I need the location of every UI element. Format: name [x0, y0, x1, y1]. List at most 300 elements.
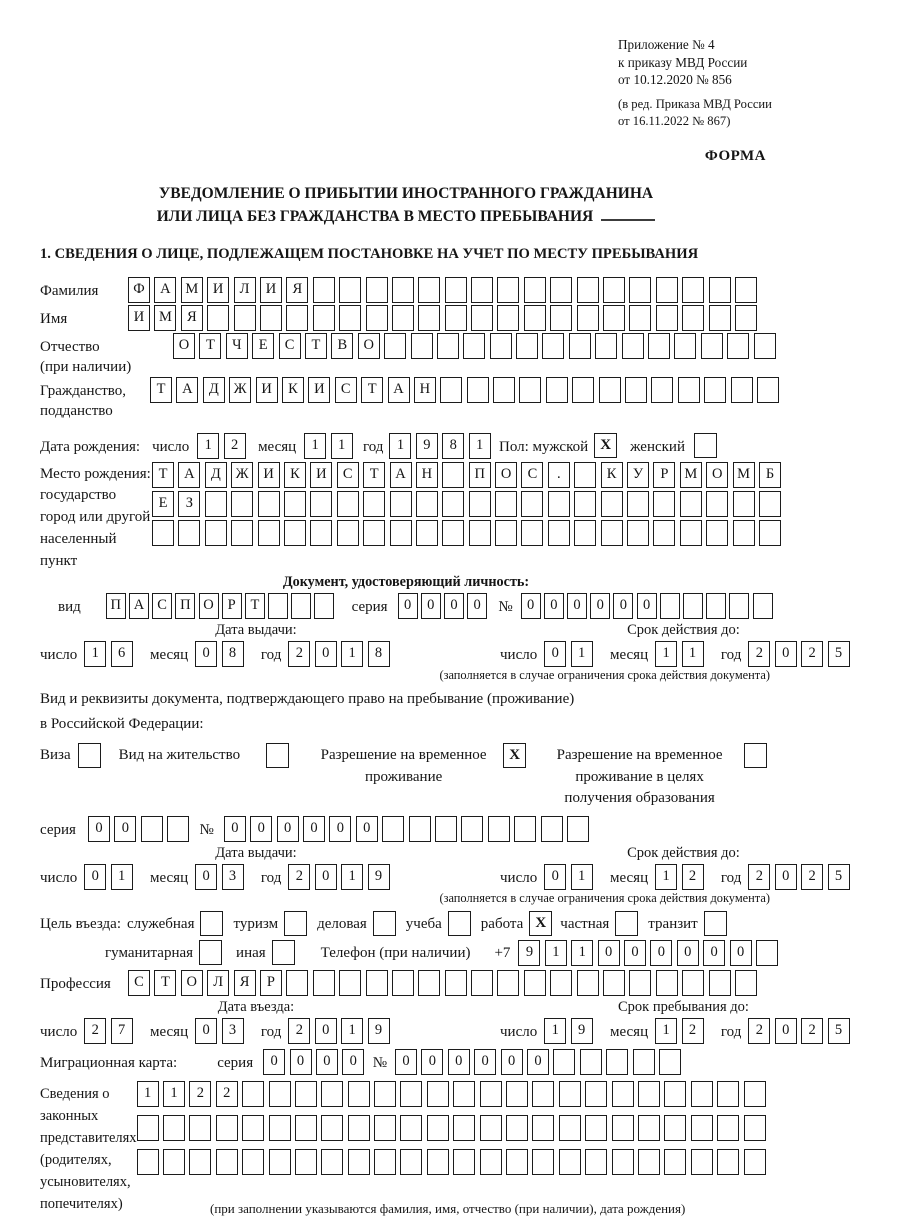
char-cell[interactable]: 1	[137, 1081, 159, 1107]
char-cell[interactable]: 1	[469, 433, 491, 459]
char-cell[interactable]: 2	[682, 1018, 704, 1044]
char-cell[interactable]	[467, 377, 489, 403]
char-cell[interactable]: У	[627, 462, 649, 488]
char-cell[interactable]	[416, 520, 438, 546]
char-cell[interactable]: 0	[613, 593, 633, 619]
char-cell[interactable]: 0	[303, 816, 325, 842]
char-cell[interactable]	[629, 305, 651, 331]
char-cell[interactable]: 0	[356, 816, 378, 842]
residence-permit-checkbox[interactable]	[266, 743, 289, 768]
char-cell[interactable]	[550, 305, 572, 331]
char-cell[interactable]	[651, 377, 673, 403]
char-cell[interactable]	[310, 491, 332, 517]
char-cell[interactable]	[216, 1149, 238, 1175]
char-cell[interactable]	[759, 491, 781, 517]
residence-valid-year-input[interactable]	[748, 864, 854, 890]
char-cell[interactable]: А	[176, 377, 198, 403]
char-cell[interactable]: 0	[527, 1049, 549, 1075]
char-cell[interactable]: 8	[368, 641, 390, 667]
char-cell[interactable]	[242, 1149, 264, 1175]
char-cell[interactable]: 1	[544, 1018, 566, 1044]
char-cell[interactable]	[216, 1115, 238, 1141]
char-cell[interactable]: Т	[305, 333, 327, 359]
char-cell[interactable]: 1	[655, 1018, 677, 1044]
char-cell[interactable]: О	[199, 593, 219, 619]
char-cell[interactable]	[453, 1081, 475, 1107]
char-cell[interactable]	[141, 816, 163, 842]
char-cell[interactable]: Ж	[231, 462, 253, 488]
char-cell[interactable]	[269, 1115, 291, 1141]
char-cell[interactable]	[205, 491, 227, 517]
char-cell[interactable]	[577, 305, 599, 331]
char-cell[interactable]: С	[279, 333, 301, 359]
char-cell[interactable]: О	[173, 333, 195, 359]
char-cell[interactable]	[453, 1149, 475, 1175]
char-cell[interactable]: К	[282, 377, 304, 403]
char-cell[interactable]	[680, 491, 702, 517]
char-cell[interactable]: 2	[288, 864, 310, 890]
patronymic-input[interactable]	[173, 333, 780, 359]
char-cell[interactable]	[497, 277, 519, 303]
char-cell[interactable]: 2	[748, 641, 770, 667]
char-cell[interactable]: Т	[361, 377, 383, 403]
char-cell[interactable]: 2	[748, 864, 770, 890]
char-cell[interactable]: 9	[368, 864, 390, 890]
char-cell[interactable]	[189, 1115, 211, 1141]
char-cell[interactable]: Т	[245, 593, 265, 619]
char-cell[interactable]: О	[706, 462, 728, 488]
char-cell[interactable]	[480, 1115, 502, 1141]
stay-day-input[interactable]	[544, 1018, 597, 1044]
residence-number-input[interactable]	[224, 816, 593, 842]
char-cell[interactable]	[366, 305, 388, 331]
temp-residence-edu-checkbox[interactable]	[744, 743, 767, 768]
char-cell[interactable]: 0	[501, 1049, 523, 1075]
char-cell[interactable]	[625, 377, 647, 403]
temp-residence-checkbox[interactable]: X	[503, 743, 526, 768]
migration-series-input[interactable]	[263, 1049, 369, 1075]
entry-day-input[interactable]	[84, 1018, 137, 1044]
char-cell[interactable]: И	[258, 462, 280, 488]
char-cell[interactable]	[691, 1149, 713, 1175]
char-cell[interactable]	[445, 970, 467, 996]
char-cell[interactable]	[516, 333, 538, 359]
char-cell[interactable]: 1	[84, 641, 106, 667]
char-cell[interactable]	[178, 520, 200, 546]
char-cell[interactable]	[585, 1115, 607, 1141]
char-cell[interactable]	[706, 520, 728, 546]
char-cell[interactable]	[463, 333, 485, 359]
char-cell[interactable]	[514, 816, 536, 842]
identity-valid-month-input[interactable]	[655, 641, 708, 667]
char-cell[interactable]: 0	[315, 864, 337, 890]
char-cell[interactable]	[268, 593, 288, 619]
char-cell[interactable]: 1	[163, 1081, 185, 1107]
char-cell[interactable]	[709, 305, 731, 331]
char-cell[interactable]	[553, 1049, 575, 1075]
char-cell[interactable]	[682, 970, 704, 996]
char-cell[interactable]	[682, 277, 704, 303]
char-cell[interactable]: О	[181, 970, 203, 996]
char-cell[interactable]	[295, 1081, 317, 1107]
char-cell[interactable]: 0	[250, 816, 272, 842]
char-cell[interactable]: 9	[518, 940, 540, 966]
char-cell[interactable]	[348, 1081, 370, 1107]
char-cell[interactable]	[442, 520, 464, 546]
char-cell[interactable]	[418, 305, 440, 331]
legal-reps-input-row1[interactable]	[137, 1081, 770, 1107]
char-cell[interactable]: 0	[590, 593, 610, 619]
char-cell[interactable]	[189, 1149, 211, 1175]
purpose-business-checkbox[interactable]	[373, 911, 396, 936]
char-cell[interactable]	[427, 1115, 449, 1141]
char-cell[interactable]: И	[256, 377, 278, 403]
purpose-official-checkbox[interactable]	[200, 911, 223, 936]
char-cell[interactable]	[569, 333, 591, 359]
char-cell[interactable]	[656, 305, 678, 331]
char-cell[interactable]	[321, 1081, 343, 1107]
char-cell[interactable]	[629, 970, 651, 996]
char-cell[interactable]	[384, 333, 406, 359]
char-cell[interactable]: 7	[111, 1018, 133, 1044]
char-cell[interactable]	[374, 1081, 396, 1107]
char-cell[interactable]	[418, 970, 440, 996]
char-cell[interactable]	[442, 462, 464, 488]
char-cell[interactable]	[461, 816, 483, 842]
char-cell[interactable]: 0	[474, 1049, 496, 1075]
char-cell[interactable]	[207, 305, 229, 331]
purpose-study-checkbox[interactable]	[448, 911, 471, 936]
birth-place-input-row3[interactable]	[152, 520, 785, 546]
char-cell[interactable]	[574, 491, 596, 517]
char-cell[interactable]	[683, 593, 703, 619]
char-cell[interactable]: В	[331, 333, 353, 359]
char-cell[interactable]	[633, 1049, 655, 1075]
char-cell[interactable]: 9	[416, 433, 438, 459]
char-cell[interactable]	[612, 1081, 634, 1107]
char-cell[interactable]	[374, 1115, 396, 1141]
residence-issue-year-input[interactable]	[288, 864, 394, 890]
char-cell[interactable]	[521, 491, 543, 517]
char-cell[interactable]: Е	[252, 333, 274, 359]
char-cell[interactable]	[638, 1149, 660, 1175]
char-cell[interactable]	[163, 1115, 185, 1141]
char-cell[interactable]: 1	[341, 864, 363, 890]
female-checkbox[interactable]	[694, 433, 717, 458]
char-cell[interactable]	[648, 333, 670, 359]
char-cell[interactable]: 0	[342, 1049, 364, 1075]
char-cell[interactable]	[445, 305, 467, 331]
char-cell[interactable]	[606, 1049, 628, 1075]
char-cell[interactable]	[656, 277, 678, 303]
char-cell[interactable]: 2	[84, 1018, 106, 1044]
char-cell[interactable]: 0	[567, 593, 587, 619]
char-cell[interactable]: 0	[398, 593, 418, 619]
char-cell[interactable]	[471, 305, 493, 331]
char-cell[interactable]	[744, 1149, 766, 1175]
char-cell[interactable]	[603, 970, 625, 996]
char-cell[interactable]	[286, 970, 308, 996]
char-cell[interactable]	[242, 1081, 264, 1107]
entry-year-input[interactable]	[288, 1018, 394, 1044]
char-cell[interactable]: 0	[677, 940, 699, 966]
char-cell[interactable]	[416, 491, 438, 517]
char-cell[interactable]: 1	[655, 641, 677, 667]
char-cell[interactable]	[339, 970, 361, 996]
char-cell[interactable]	[550, 970, 572, 996]
char-cell[interactable]	[495, 520, 517, 546]
char-cell[interactable]: 0	[444, 593, 464, 619]
char-cell[interactable]: 8	[442, 433, 464, 459]
char-cell[interactable]	[585, 1149, 607, 1175]
char-cell[interactable]	[601, 491, 623, 517]
char-cell[interactable]	[163, 1149, 185, 1175]
purpose-private-checkbox[interactable]	[615, 911, 638, 936]
char-cell[interactable]	[664, 1081, 686, 1107]
char-cell[interactable]: 2	[801, 1018, 823, 1044]
char-cell[interactable]	[313, 305, 335, 331]
char-cell[interactable]: О	[358, 333, 380, 359]
char-cell[interactable]	[701, 333, 723, 359]
char-cell[interactable]: 3	[222, 864, 244, 890]
purpose-humanitarian-checkbox[interactable]	[199, 940, 222, 965]
char-cell[interactable]	[339, 305, 361, 331]
char-cell[interactable]: 0	[521, 593, 541, 619]
char-cell[interactable]: 1	[331, 433, 353, 459]
char-cell[interactable]	[435, 816, 457, 842]
char-cell[interactable]: М	[181, 277, 203, 303]
char-cell[interactable]	[559, 1115, 581, 1141]
residence-series-input[interactable]	[88, 816, 194, 842]
char-cell[interactable]: 2	[224, 433, 246, 459]
char-cell[interactable]: 0	[88, 816, 110, 842]
char-cell[interactable]	[453, 1115, 475, 1141]
char-cell[interactable]: 0	[544, 864, 566, 890]
char-cell[interactable]	[488, 816, 510, 842]
char-cell[interactable]	[495, 491, 517, 517]
char-cell[interactable]: 0	[195, 864, 217, 890]
char-cell[interactable]: Я	[234, 970, 256, 996]
char-cell[interactable]	[733, 520, 755, 546]
doc-number-input[interactable]	[521, 593, 776, 619]
char-cell[interactable]: Я	[181, 305, 203, 331]
char-cell[interactable]: 0	[775, 641, 797, 667]
char-cell[interactable]	[313, 970, 335, 996]
char-cell[interactable]	[363, 491, 385, 517]
char-cell[interactable]	[284, 491, 306, 517]
char-cell[interactable]: 0	[598, 940, 620, 966]
char-cell[interactable]: 2	[189, 1081, 211, 1107]
char-cell[interactable]: Ч	[226, 333, 248, 359]
char-cell[interactable]: Р	[222, 593, 242, 619]
char-cell[interactable]	[167, 816, 189, 842]
char-cell[interactable]	[627, 491, 649, 517]
char-cell[interactable]: Я	[286, 277, 308, 303]
char-cell[interactable]	[366, 970, 388, 996]
char-cell[interactable]	[691, 1081, 713, 1107]
char-cell[interactable]	[548, 491, 570, 517]
char-cell[interactable]	[638, 1081, 660, 1107]
char-cell[interactable]: К	[601, 462, 623, 488]
char-cell[interactable]	[680, 520, 702, 546]
char-cell[interactable]	[506, 1115, 528, 1141]
char-cell[interactable]: 0	[637, 593, 657, 619]
char-cell[interactable]: 2	[801, 641, 823, 667]
identity-valid-year-input[interactable]	[748, 641, 854, 667]
char-cell[interactable]: 0	[114, 816, 136, 842]
char-cell[interactable]: Ж	[229, 377, 251, 403]
char-cell[interactable]: П	[106, 593, 126, 619]
char-cell[interactable]	[400, 1115, 422, 1141]
char-cell[interactable]: 0	[448, 1049, 470, 1075]
char-cell[interactable]: 1	[571, 864, 593, 890]
char-cell[interactable]	[653, 491, 675, 517]
char-cell[interactable]: 0	[329, 816, 351, 842]
char-cell[interactable]: 0	[421, 1049, 443, 1075]
char-cell[interactable]: 0	[316, 1049, 338, 1075]
birth-month-input[interactable]	[304, 433, 357, 459]
char-cell[interactable]	[612, 1115, 634, 1141]
char-cell[interactable]: 1	[341, 641, 363, 667]
char-cell[interactable]	[242, 1115, 264, 1141]
char-cell[interactable]	[480, 1149, 502, 1175]
char-cell[interactable]	[709, 277, 731, 303]
char-cell[interactable]	[269, 1149, 291, 1175]
char-cell[interactable]	[727, 333, 749, 359]
char-cell[interactable]	[493, 377, 515, 403]
char-cell[interactable]: М	[154, 305, 176, 331]
char-cell[interactable]	[735, 970, 757, 996]
char-cell[interactable]: 2	[748, 1018, 770, 1044]
char-cell[interactable]: 1	[571, 641, 593, 667]
char-cell[interactable]	[471, 970, 493, 996]
identity-issue-day-input[interactable]	[84, 641, 137, 667]
char-cell[interactable]	[733, 491, 755, 517]
char-cell[interactable]	[532, 1149, 554, 1175]
char-cell[interactable]: Т	[150, 377, 172, 403]
char-cell[interactable]	[418, 277, 440, 303]
char-cell[interactable]: Б	[759, 462, 781, 488]
char-cell[interactable]	[709, 970, 731, 996]
char-cell[interactable]: 2	[288, 641, 310, 667]
char-cell[interactable]: З	[178, 491, 200, 517]
char-cell[interactable]	[717, 1149, 739, 1175]
char-cell[interactable]: 0	[277, 816, 299, 842]
char-cell[interactable]: 2	[801, 864, 823, 890]
char-cell[interactable]	[366, 277, 388, 303]
char-cell[interactable]	[313, 277, 335, 303]
char-cell[interactable]: 0	[263, 1049, 285, 1075]
doc-series-input[interactable]	[398, 593, 491, 619]
char-cell[interactable]	[234, 305, 256, 331]
char-cell[interactable]: 1	[655, 864, 677, 890]
char-cell[interactable]: Т	[363, 462, 385, 488]
char-cell[interactable]	[524, 277, 546, 303]
citizenship-input[interactable]	[150, 377, 783, 403]
char-cell[interactable]	[704, 377, 726, 403]
char-cell[interactable]: Д	[203, 377, 225, 403]
char-cell[interactable]	[497, 970, 519, 996]
char-cell[interactable]: 0	[650, 940, 672, 966]
char-cell[interactable]	[392, 305, 414, 331]
char-cell[interactable]	[137, 1149, 159, 1175]
char-cell[interactable]: Н	[416, 462, 438, 488]
char-cell[interactable]: С	[337, 462, 359, 488]
char-cell[interactable]	[295, 1115, 317, 1141]
char-cell[interactable]	[521, 520, 543, 546]
legal-reps-input-row2[interactable]	[137, 1115, 770, 1141]
char-cell[interactable]	[660, 593, 680, 619]
char-cell[interactable]	[546, 377, 568, 403]
char-cell[interactable]	[541, 816, 563, 842]
purpose-tourism-checkbox[interactable]	[284, 911, 307, 936]
char-cell[interactable]	[205, 520, 227, 546]
char-cell[interactable]	[574, 462, 596, 488]
char-cell[interactable]	[756, 940, 778, 966]
char-cell[interactable]: А	[154, 277, 176, 303]
char-cell[interactable]: 0	[195, 1018, 217, 1044]
char-cell[interactable]	[339, 277, 361, 303]
char-cell[interactable]	[269, 1081, 291, 1107]
residence-issue-month-input[interactable]	[195, 864, 248, 890]
char-cell[interactable]: 6	[111, 641, 133, 667]
char-cell[interactable]	[337, 520, 359, 546]
char-cell[interactable]: 1	[111, 864, 133, 890]
char-cell[interactable]	[629, 277, 651, 303]
char-cell[interactable]	[691, 1115, 713, 1141]
char-cell[interactable]	[400, 1081, 422, 1107]
char-cell[interactable]	[595, 333, 617, 359]
char-cell[interactable]: 0	[703, 940, 725, 966]
char-cell[interactable]	[390, 491, 412, 517]
char-cell[interactable]	[231, 491, 253, 517]
char-cell[interactable]: 1	[682, 641, 704, 667]
char-cell[interactable]: 3	[222, 1018, 244, 1044]
char-cell[interactable]: Д	[205, 462, 227, 488]
char-cell[interactable]	[469, 491, 491, 517]
char-cell[interactable]	[574, 520, 596, 546]
birth-day-input[interactable]	[197, 433, 250, 459]
char-cell[interactable]	[542, 333, 564, 359]
char-cell[interactable]: И	[308, 377, 330, 403]
char-cell[interactable]	[753, 593, 773, 619]
char-cell[interactable]: 8	[222, 641, 244, 667]
char-cell[interactable]: С	[128, 970, 150, 996]
char-cell[interactable]	[717, 1115, 739, 1141]
char-cell[interactable]	[706, 491, 728, 517]
char-cell[interactable]: 5	[828, 1018, 850, 1044]
char-cell[interactable]: 2	[682, 864, 704, 890]
char-cell[interactable]: 0	[421, 593, 441, 619]
char-cell[interactable]: 9	[571, 1018, 593, 1044]
doc-kind-input[interactable]	[106, 593, 338, 619]
char-cell[interactable]: Л	[207, 970, 229, 996]
char-cell[interactable]	[440, 377, 462, 403]
char-cell[interactable]: Л	[234, 277, 256, 303]
char-cell[interactable]	[744, 1115, 766, 1141]
char-cell[interactable]: 0	[195, 641, 217, 667]
char-cell[interactable]	[532, 1115, 554, 1141]
char-cell[interactable]: 0	[775, 864, 797, 890]
char-cell[interactable]	[400, 1149, 422, 1175]
char-cell[interactable]	[348, 1149, 370, 1175]
migration-number-input[interactable]	[395, 1049, 685, 1075]
char-cell[interactable]	[678, 377, 700, 403]
char-cell[interactable]: 0	[544, 641, 566, 667]
identity-valid-day-input[interactable]	[544, 641, 597, 667]
char-cell[interactable]: 0	[730, 940, 752, 966]
char-cell[interactable]	[682, 305, 704, 331]
